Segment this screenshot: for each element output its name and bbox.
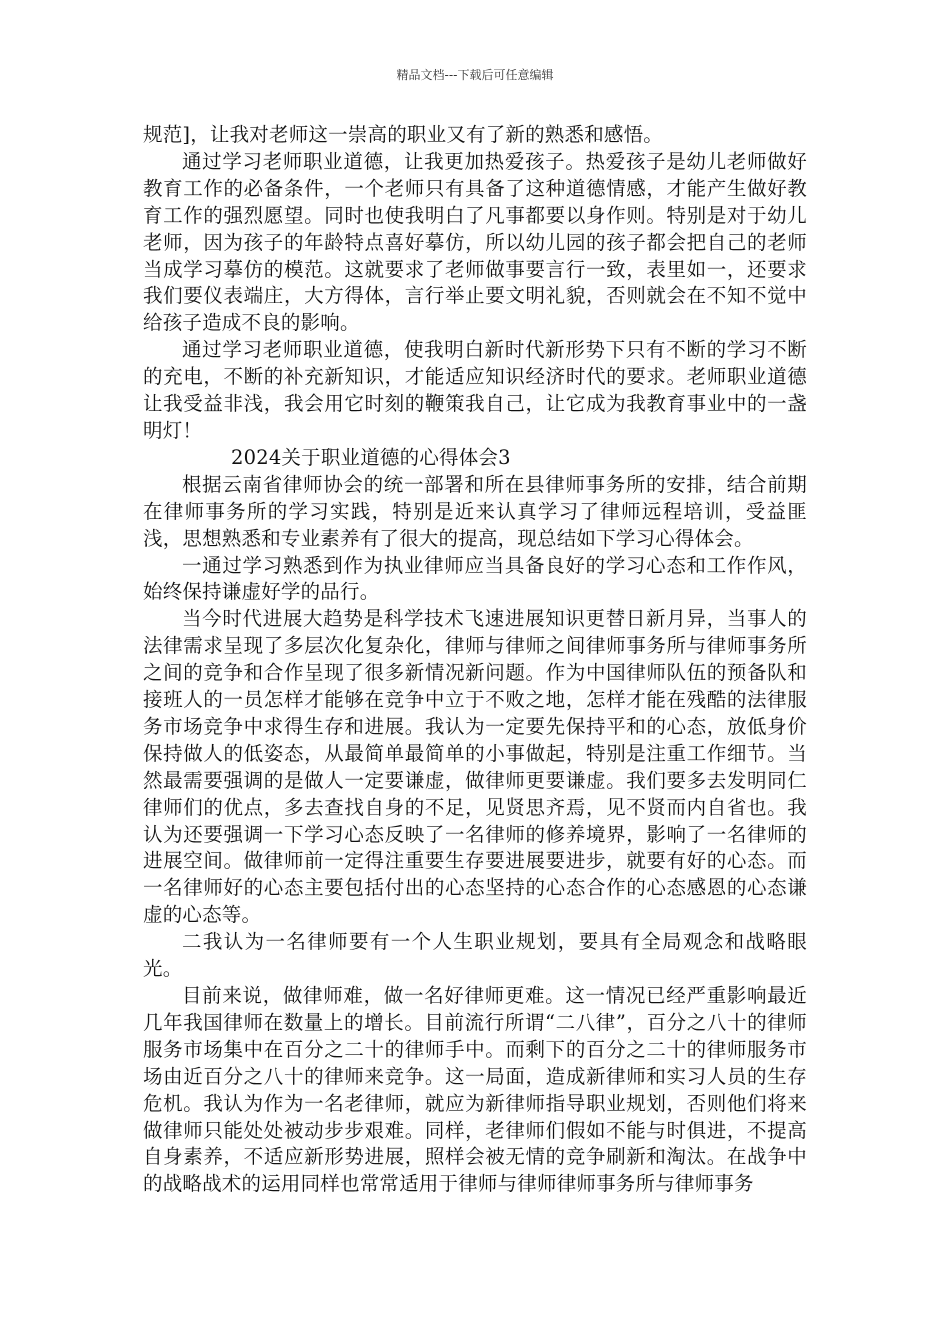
paragraph: 目前来说，做律师难，做一名好律师更难。这一情况已经严重影响最近几年我国律师在数量上的增长。目前流行所谓“二八律”，百分之八十的律师服务市场集中在百分之二十的律师手中。而剩下的百分之二十的律师服务市场由近百分之八十的律师来竞争。这一局面，造成新律师和实习人员的生存危机。我认为作为一名老律师，就应为新律师指导职业规划，否则他们将来做律师只能处处被动步步艰难。同样，老律师们假如不能与时俱进，不提高自身素养，不适应新形势进展，照样会被无情的竞争刷新和淘汰。在战争中的战略战术的运用同样也常常适用于律师与律师律师事务所与律师事务 (143, 984, 807, 1196)
paragraph: 当今时代进展大趋势是科学技术飞速进展知识更替日新月异，当事人的法律需求呈现了多层次化复杂化，律师与律师之间律师事务所与律师事务所之间的竞争和合作呈现了很多新情况新问题。作为中国律师队伍的预备队和接班人的一员怎样才能够在竞争中立于不败之地，怎样才能在残酷的法律服务市场竞争中求得生存和进展。我认为一定要先保持平和的心态，放低身价保持做人的低姿态，从最简单最简单的小事做起，特别是注重工作细节。当然最需要强调的是做人一定要谦虚，做律师更要谦虚。我们要多去发明同仁律师们的优点，多去查找自身的不足，见贤思齐焉，见不贤而内自省也。我认为还要强调一下学习心态反映了一名律师的修养境界，影响了一名律师的进展空间。做律师前一定得注重要生存要进展要进步，就要有好的心态。而一名律师好的心态主要包括付出的心态坚持的心态合作的心态感恩的心态谦虚的心态等。 (143, 607, 807, 927)
page-header: 精品文档---下载后可任意编辑 (396, 68, 554, 82)
paragraph: 通过学习老师职业道德，使我明白新时代新形势下只有不断的学习不断的充电，不断的补充新知识，才能适应知识经济时代的要求。老师职业道德让我受益非浅，我会用它时刻的鞭策我自己，让它成为我教育事业中的一盏明灯！ (143, 338, 807, 442)
paragraph: 一通过学习熟悉到作为执业律师应当具备良好的学习心态和工作作风，始终保持谦虚好学的品行。 (143, 553, 807, 604)
paragraph: 二我认为一名律师要有一个人生职业规划，要具有全局观念和战略眼光。 (143, 930, 807, 981)
paragraph: 根据云南省律师协会的统一部署和所在县律师事务所的安排，结合前期在律师事务所的学习实践，特别是近来认真学习了律师远程培训，受益匪浅，思想熟悉和专业素养有了很大的提高，现总结如下学习心得体会。 (143, 472, 807, 550)
document-body (143, 122, 807, 1198)
paragraph: 通过学习老师职业道德，让我更加热爱孩子。热爱孩子是幼儿老师做好教育工作的必备条件，一个老师只有具备了这种道德情感，才能产生做好教育工作的强烈愿望。同时也使我明白了凡事都要以身作则。特别是对于幼儿老师，因为孩子的年龄特点喜好摹仿，所以幼儿园的孩子都会把自己的老师当成学习摹仿的模范。这就要求了老师做事要言行一致，表里如一，还要求我们要仪表端庄，大方得体，言行举止要文明礼貌，否则就会在不知不觉中给孩子造成不良的影响。 (143, 149, 807, 335)
paragraph-continuation: 规范]，让我对老师这一崇高的职业又有了新的熟悉和感悟。 (143, 123, 664, 146)
section-heading: 2024关于职业道德的心得体会3 (231, 445, 511, 469)
